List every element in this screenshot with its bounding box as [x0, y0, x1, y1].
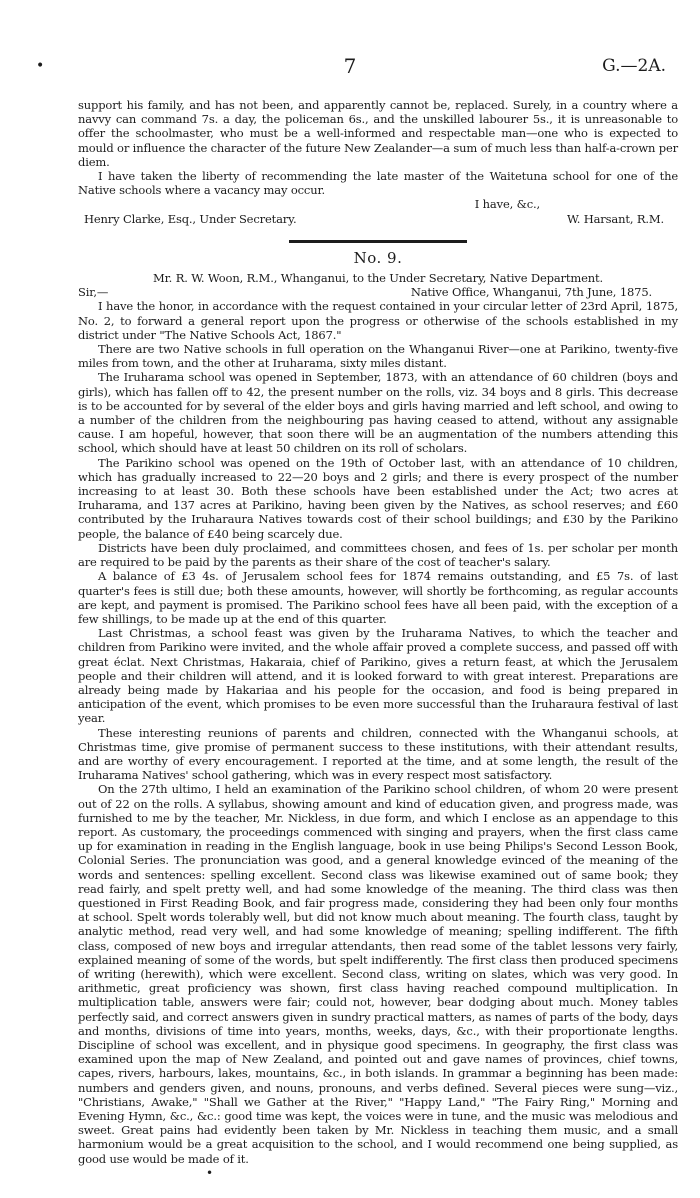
letter-paragraph: I have the honor, in accordance with the request contained in your circular letter of 23rd April, 1875, No. 2, to forward a general report upon the progress or otherwise of the schools established in my district under "The Native Schools Act, 1867." — [78, 299, 678, 342]
letter-paragraph: These interesting reunions of parents and children, connected with the Whanganui schools, at Christmas time, give promise of permanent success to these institutions, with their attendant results, and are worthy of every encouragement. I reported at the time, and at some length, the result of the Iruharama Natives' school gathering, which was in every respect most satisfactory. — [78, 725, 678, 783]
letter-paragraph: There are two Native schools in full operation on the Whanganui River—one at Parikino, twenty-five miles from town, and the other at Iruharama, sixty miles distant. — [78, 342, 678, 371]
signature-row — [78, 212, 678, 226]
addressee: Henry Clarke, Esq., Under Secretary. — [84, 211, 297, 226]
valediction: I have, &c., — [474, 197, 540, 212]
intro-paragraph: support his family, and has not been, and apparently cannot be, replaced. Surely, in a country where a navvy can command 7s. a day, the policeman 6s., and the unskilled labourer 5s., it is unreasonable to offer the schoolmaster, who must be a well-informed and respectable man—one who is expected to mould or influence the character of the future New Zealander—a sum of much less than half-a-crown per diem. — [78, 98, 678, 169]
letter-paragraph: A balance of £3 4s. of Jerusalem school fees for 1874 remains outstanding, and £5 7s. of last quarter's fees is still due; both these amounts, however, will shortly be forthcoming, as regular accounts are kept, and payment is promised. The Parikino school fees have all been paid, with the exception of a few shillings, to be made up at the end of this quarter. — [78, 569, 678, 626]
letter-number: No. 9. — [353, 248, 403, 267]
letter-paragraph: The Iruharama school was opened in September, 1873, with an attendance of 60 children (boys and girls), which has fallen off to 42, the present number on the rolls, viz. 34 boys and 8 girls. This decrease is to be accounted for by several of the elder boys and girls having married and left school, and owing to a number of the children from the neighbouring pas having ceased to attend, without any assignable cause. I am hopeful, however, that soon there will be an augmentation of the numbers attending this school, which should have at least 50 children on its roll of scholars. — [78, 370, 678, 456]
section-divider — [289, 240, 467, 243]
signature: W. Harsant, R.M. — [567, 211, 664, 226]
letter-paragraph: The Parikino school was opened on the 19th of October last, with an attendance of 10 children, which has gradually increased to 22—20 boys and 2 girls; and there is every prospect of the number increasing to at least 30. Both these schools have been established under the Act; two acres at Iruharama, and 137 acres at Parikino, having been given by the Natives, as school reserves; and £60 contributed by the Iruharaura Natives towards cost of their school buildings; and £30 by the Parikino people, the balance of £40 being scarcely due. — [78, 455, 678, 541]
letter-paragraph: Last Christmas, a school feast was given by the Iruharama Natives, to which the teacher and children from Parikino were invited, and the whole affair proved a complete success, and passed off with great éclat. Next Christmas, Hakaraia, chief of Parikino, gives a return feast, at which the Jerusalem people and their children will attend, and it is looked forward to with great interest. Preparations are already being made by Hakariaa and his people for the occasion, and food is being prepared in anticipation of the event, which promises to be even more successful than the Iruharaura festival of last year. — [78, 626, 678, 726]
document-body — [78, 98, 678, 1166]
salutation: Sir,— — [78, 285, 109, 300]
letter-heading: Mr. R. W. Woon, R.M., Whanganui, to the Under Secretary, Native Department. — [152, 271, 604, 286]
letter-paragraph: Districts have been duly proclaimed, and committees chosen, and fees of 1s. per scholar per month are required to be paid by the parents as their share of the cost of teacher's salary. — [78, 540, 678, 570]
letter-paragraph: On the 27th ultimo, I held an examination of the Parikino school children, of whom 20 were present out of 22 on the rolls. A syllabus, showing amount and kind of education given, and progress made, was furnished to me by the teacher, Mr. Nickless, in due form, and which I enclose as an appendage to this report. As customary, the proceedings commenced with singing and prayers, when the first class came up for examination in reading in the English language, book in use being Philips's Second Lesson Book, Colonial Series. The pronunciation was good, and a general knowledge evinced of the meaning of the words and sentences: spelling excellent. Second class was likewise examined out of same book; they read fairly, and spelt pretty well, and had some knowledge of the meaning. The third class was then questioned in First Reading Book, and fair progress made, considering they had been only four months at school. Spelt words tolerably well, but did not know much about meaning. The fourth class, taught by analytic method, read very well, and had some knowledge of meaning; spelling indifferent. The fifth class, composed of new boys and irregular attendants, then read some of the tablet lessons very fairly, explained meaning of some of the words, but spelt indifferently. The first class then produced specimens of writing (herewith), which were excellent. Second class, writing on slates, which was very good. In arithmetic, great proficiency was shown, first class having reached compound multiplication. In multiplication table, answers were fair; could not, however, bear dodging about much. Money tables perfectly said, and correct answers given in sundry practical matters, as names of parts of the body, days and months, divisions of time into years, months, weeks, days, &c., with their proportionate lengths. Discipline of school was excellent, and in physique good specimens. In geography, the first class was examined upon the map of New Zealand, and pointed out and gave names of provinces, chief towns, capes, rivers, harbours, lakes, mountains, &c., in both islands. In grammar a beginning has been made: numbers and genders given, and nouns, pronouns, and verbs defined. Several pieces were sung—viz., "Christians, Awake," "Shall we Gather at the River," "Happy Land," "The Fairy Ring," Morning and Evening Hymn, &c., &c.: good time was kept, the voices were in tune, and the music was melodious and sweet. Great pains had evidently been taken by Mr. Nickless in teaching them music, and a small harmonium would be a great acquisition to the school, and I would recommend one being supplied, as good use would be made of it. — [78, 782, 678, 1166]
intro-paragraph: I have taken the liberty of recommending the late master of the Waitetuna school for one of the Native schools where a vacancy may occur. — [78, 169, 678, 198]
salutation-row — [78, 285, 678, 299]
footer-mark: • — [206, 1166, 214, 1180]
page-number: 7 — [343, 54, 357, 78]
corner-mark: • — [36, 58, 45, 74]
address-date: Native Office, Whanganui, 7th June, 1875. — [410, 285, 652, 300]
document-reference: G.—2A. — [602, 56, 666, 76]
